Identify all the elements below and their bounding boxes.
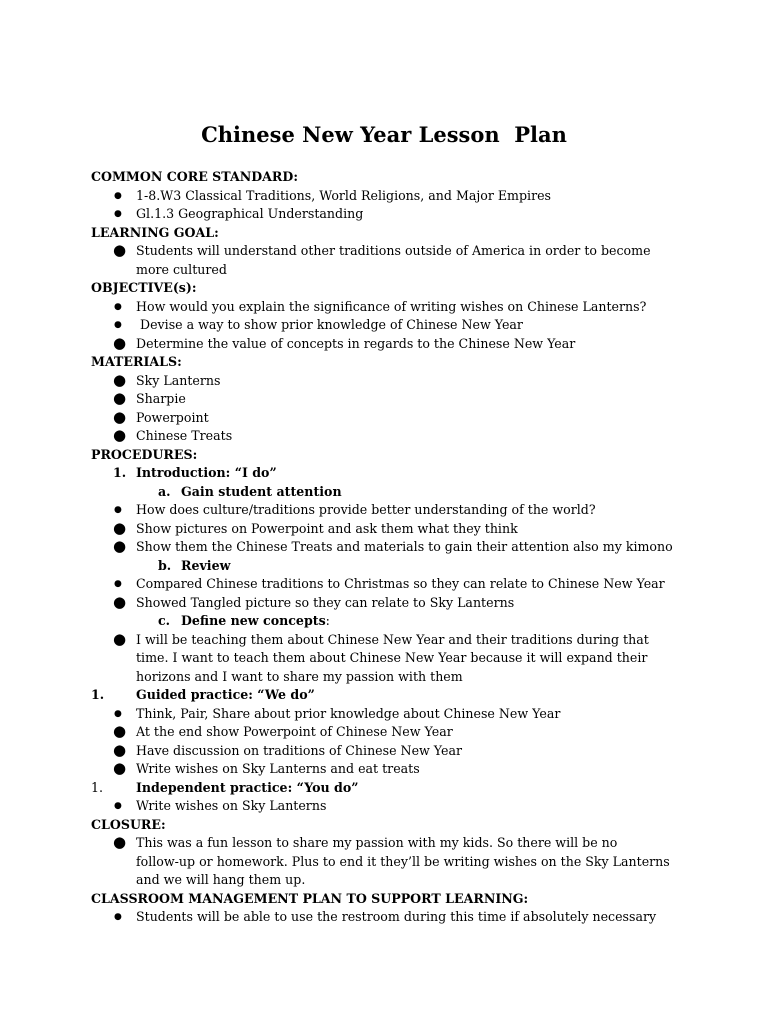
list-item	[91, 427, 691, 446]
list-item-text: 1-8.W3 Classical Traditions, World Religions, and Major Empires	[136, 187, 552, 203]
list-item-text: Write wishes on Sky Lanterns	[136, 798, 327, 813]
list-item	[91, 242, 691, 261]
item-number: 1.	[113, 465, 127, 480]
list-item	[91, 575, 691, 594]
numbered-item	[91, 686, 691, 705]
item-label: Guided practice: “We do”	[136, 687, 315, 702]
bullet-icon: ●	[113, 537, 127, 555]
bullet-icon: ●	[113, 740, 127, 759]
list-item	[91, 205, 691, 224]
list-item	[91, 797, 691, 816]
bullet-icon: ●	[113, 518, 127, 537]
list-item-text: Powerpoint	[136, 409, 209, 425]
list-item-continuation	[91, 853, 691, 872]
item-label: Independent practice: “You do”	[136, 779, 359, 795]
list-item-text: Compared Chinese traditions to Christmas so they can relate to Chinese New Year	[136, 576, 665, 591]
list-item	[91, 187, 691, 206]
list-item	[91, 538, 691, 557]
list-item-text: Students will understand other traditions outside of America in order to become	[136, 243, 651, 258]
sub-item-letter: c.	[158, 613, 171, 628]
section-heading-closure: CLOSURE:	[91, 816, 166, 832]
sub-item-letter: a.	[158, 483, 171, 499]
sub-item-label: Gain student attention	[181, 483, 342, 499]
bullet-icon: ●	[113, 629, 127, 648]
list-item	[91, 631, 691, 650]
list-item	[91, 335, 691, 354]
list-item-text: Show them the Chinese Treats and materials to gain their attention also my kimono	[136, 539, 673, 554]
list-item-text: Write wishes on Sky Lanterns and eat treats	[136, 761, 420, 776]
numbered-item	[91, 779, 691, 798]
section-heading-procedures: PROCEDURES:	[91, 446, 198, 462]
list-item	[91, 316, 691, 335]
numbered-item	[91, 464, 691, 483]
list-item-text: Have discussion on traditions of Chinese New Year	[136, 742, 463, 758]
sub-item-label: Review	[181, 557, 231, 573]
bullet-icon: ●	[114, 579, 122, 589]
list-item-text: At the end show Powerpoint of Chinese New Year	[136, 724, 453, 739]
list-item	[91, 298, 691, 317]
section-heading-management: CLASSROOM MANAGEMENT PLAN TO SUPPORT LEARNING:	[91, 890, 529, 906]
list-item-text: Think, Pair, Share about prior knowledge about Chinese New Year	[136, 705, 561, 721]
bullet-icon: ●	[114, 801, 122, 811]
list-item-text: Show pictures on Powerpoint and ask them what they think	[136, 520, 518, 536]
list-item	[91, 742, 691, 761]
bullet-icon: ●	[113, 592, 127, 611]
sub-item	[91, 612, 691, 631]
bullet-icon: ●	[113, 833, 127, 851]
list-item-text: more cultured	[136, 261, 227, 277]
list-item-text: I will be teaching them about Chinese New Year and their traditions during that	[136, 631, 649, 647]
bullet-icon: ●	[114, 190, 122, 201]
section-heading-materials: MATERIALS:	[91, 354, 182, 369]
bullet-icon: ●	[113, 759, 127, 777]
bullet-icon: ●	[113, 333, 127, 352]
bullet-icon: ●	[114, 209, 122, 219]
list-item-text: Chinese Treats	[136, 428, 233, 443]
list-item-text: Determine the value of concepts in regards to the Chinese New Year	[136, 335, 576, 351]
list-item-continuation	[91, 668, 691, 687]
section-heading-objectives: OBJECTIVE(s):	[91, 280, 197, 295]
sub-item	[91, 557, 691, 576]
list-item-text: time. I want to teach them about Chinese New Year because it will expand their	[136, 650, 648, 665]
list-item	[91, 705, 691, 724]
item-label: Introduction: “I do”	[136, 465, 277, 480]
list-item	[91, 501, 691, 520]
list-item	[91, 760, 691, 779]
list-item	[91, 409, 691, 428]
list-item-continuation	[91, 649, 691, 668]
bullet-icon: ●	[113, 426, 127, 444]
sub-item-label: Define new concepts	[181, 613, 326, 628]
sub-item	[91, 483, 691, 502]
item-number: 1.	[91, 687, 105, 702]
list-item-text: and we will hang them up.	[136, 872, 306, 887]
section-heading-standard: COMMON CORE STANDARD:	[91, 169, 298, 184]
bullet-icon: ●	[114, 505, 122, 515]
list-item-text: Sharpie	[136, 391, 186, 406]
bullet-icon: ●	[113, 407, 127, 426]
list-item-text: How would you explain the significance of writing wishes on Chinese Lanterns?	[136, 298, 647, 314]
section-heading-goal: LEARNING GOAL:	[91, 224, 219, 240]
list-item	[91, 723, 691, 742]
list-item-continuation	[91, 261, 691, 280]
list-item-text: Students will be able to use the restroom during this time if absolutely necessary	[136, 909, 657, 924]
list-item	[91, 908, 691, 927]
sub-item-letter: b.	[158, 557, 172, 573]
list-item-text: follow-up or homework. Plus to end it they’ll be writing wishes on the Sky Lanterns	[136, 853, 670, 869]
list-item-text: This was a fun lesson to share my passion with my kids. So there will be no	[136, 835, 618, 850]
bullet-icon: ●	[114, 301, 122, 312]
bullet-icon: ●	[114, 320, 122, 330]
bullet-icon: ●	[113, 370, 127, 389]
list-item-text: horizons and I want to share my passion with them	[136, 668, 463, 684]
list-item-text: Gl.1.3 Geographical Understanding	[136, 206, 364, 221]
lesson-content	[91, 168, 691, 927]
list-item	[91, 520, 691, 539]
list-item	[91, 594, 691, 613]
bullet-icon: ●	[114, 708, 122, 719]
sub-item-colon: :	[325, 613, 330, 628]
list-item-text: Devise a way to show prior knowledge of Chinese New Year	[136, 317, 523, 332]
item-number: 1.	[91, 779, 104, 795]
bullet-icon: ●	[113, 241, 127, 259]
list-item-continuation	[91, 871, 691, 890]
bullet-icon: ●	[114, 912, 122, 922]
list-item	[91, 390, 691, 409]
list-item-text: Sky Lanterns	[136, 372, 221, 388]
bullet-icon: ●	[113, 389, 127, 407]
list-item-text: How does culture/traditions provide better understanding of the world?	[136, 502, 596, 517]
page-title: Chinese New Year Lesson Plan	[201, 122, 567, 147]
list-item-text: Showed Tangled picture so they can relate to Sky Lanterns	[136, 594, 515, 610]
list-item	[91, 834, 691, 853]
list-item	[91, 372, 691, 391]
bullet-icon: ●	[113, 722, 127, 740]
